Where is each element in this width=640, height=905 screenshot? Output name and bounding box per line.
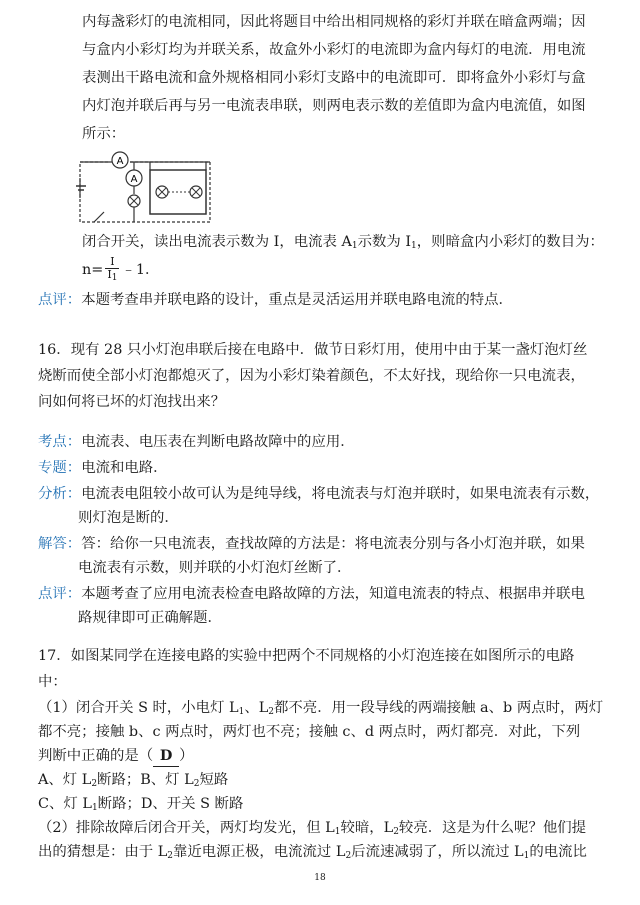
q16-line-2: 烧断而使全部小灯泡都熄灭了，因为小彩灯染着颜色，不太好找，现给你一只电流表， [38,368,585,384]
intro-line-5: 所示： [82,126,126,142]
q16-dianping: 点评：本题考查了应用电流表检查电路故障的方法，知道电流表的特点、根据串并联电 [38,586,585,602]
ammeter-a-label: A [116,156,124,167]
q17-line-2: 中： [38,674,67,690]
q17-part1: （1）闭合开关 S 时，小电灯 $L_1$、$L_2$都不亮．用一段导线的两端接触 a、b 两点时，两灯 [38,700,604,717]
answer-blank: D [153,746,179,767]
formula: n= $\frac{I}{I_1}$ ﹣1． [82,255,160,283]
q17-options-cd: C、灯 $L_1$断路；D、开关 S 断路 [38,796,244,813]
q17-part1-line2: 都不亮；接触 b、c 两点时，两灯也不亮；接触 c、d 两点时，两灯都亮．对此，下列 [38,724,581,740]
intro-line-1: 内每盏彩灯的电流相同，因此将题目中给出相同规格的彩灯并联在暗盒两端；因 [82,14,586,30]
circuit-diagram [76,148,218,226]
q17-part2: （2）排除故障后闭合开关，两灯均发光，但 $L_1$较暗，$L_2$较亮．这是为什么呢？他们提 [38,820,587,837]
intro-line-2: 与盒内小彩灯均为并联关系，故盒外小彩灯的电流即为盒内每灯的电流．用电流 [82,42,586,58]
q16-zhuanti: 专题：电流和电路． [38,460,168,476]
intro-line-3: 表测出干路电流和盒外规格相同小彩灯支路中的电流即可．即将盒外小彩灯与盒 [82,70,586,86]
intro-after-figure: 闭合开关，读出电流表示数为 I，电流表 $A_1$示数为 $I_1$，则暗盒内小彩灯的数目为： [82,234,604,251]
q16-fenxi: 分析：电流表电阻较小故可认为是纯导线，将电流表与灯泡并联时，如果电流表有示数， [38,486,600,502]
q17-part2-line2: 出的猜想是：由于 $L_2$靠近电源正极，电流流过 $L_2$后流速减弱了，所以流过 $L_1$的电流比 [38,844,587,861]
q16-jieda-2: 电流表有示数，则并联的小灯泡灯丝断了． [78,560,352,576]
q16-line-1: 16．现有 28 只小灯泡串联后接在电路中．做节日彩灯用，使用中由于某一盏灯泡灯丝 [38,342,588,358]
q16-line-3: 问如何将已坏的灯泡找出来？ [38,394,226,410]
ammeter-b-label: A [130,174,138,185]
intro-review: 点评：本题考查串并联电路的设计，重点是灵活运用并联电路电流的特点． [38,292,513,308]
q17-part1-line3: 判断中正确的是（ D ） [38,746,194,767]
q16-fenxi-2: 则灯泡是断的． [78,510,179,526]
q17-options-ab: A、灯 $L_2$断路；B、灯 $L_2$短路 [38,772,229,789]
q17-line-1: 17．如图某同学在连接电路的实验中把两个不同规格的小灯泡连接在如图所示的电路 [38,648,575,664]
q16-kaodian: 考点：电流表、电压表在判断电路故障中的应用． [38,434,355,450]
q16-dianping-2: 路规律即可正确解题． [78,610,222,626]
page-number: 18 [314,873,326,883]
review-label: 点评： [38,292,82,308]
intro-line-4: 内灯泡并联后再与另一电流表串联，则两电表示数的差值即为盒内电流值，如图 [82,98,586,114]
q16-jieda: 解答：答：给你一只电流表，查找故障的方法是：将电流表分别与各小灯泡并联，如果 [38,536,585,552]
